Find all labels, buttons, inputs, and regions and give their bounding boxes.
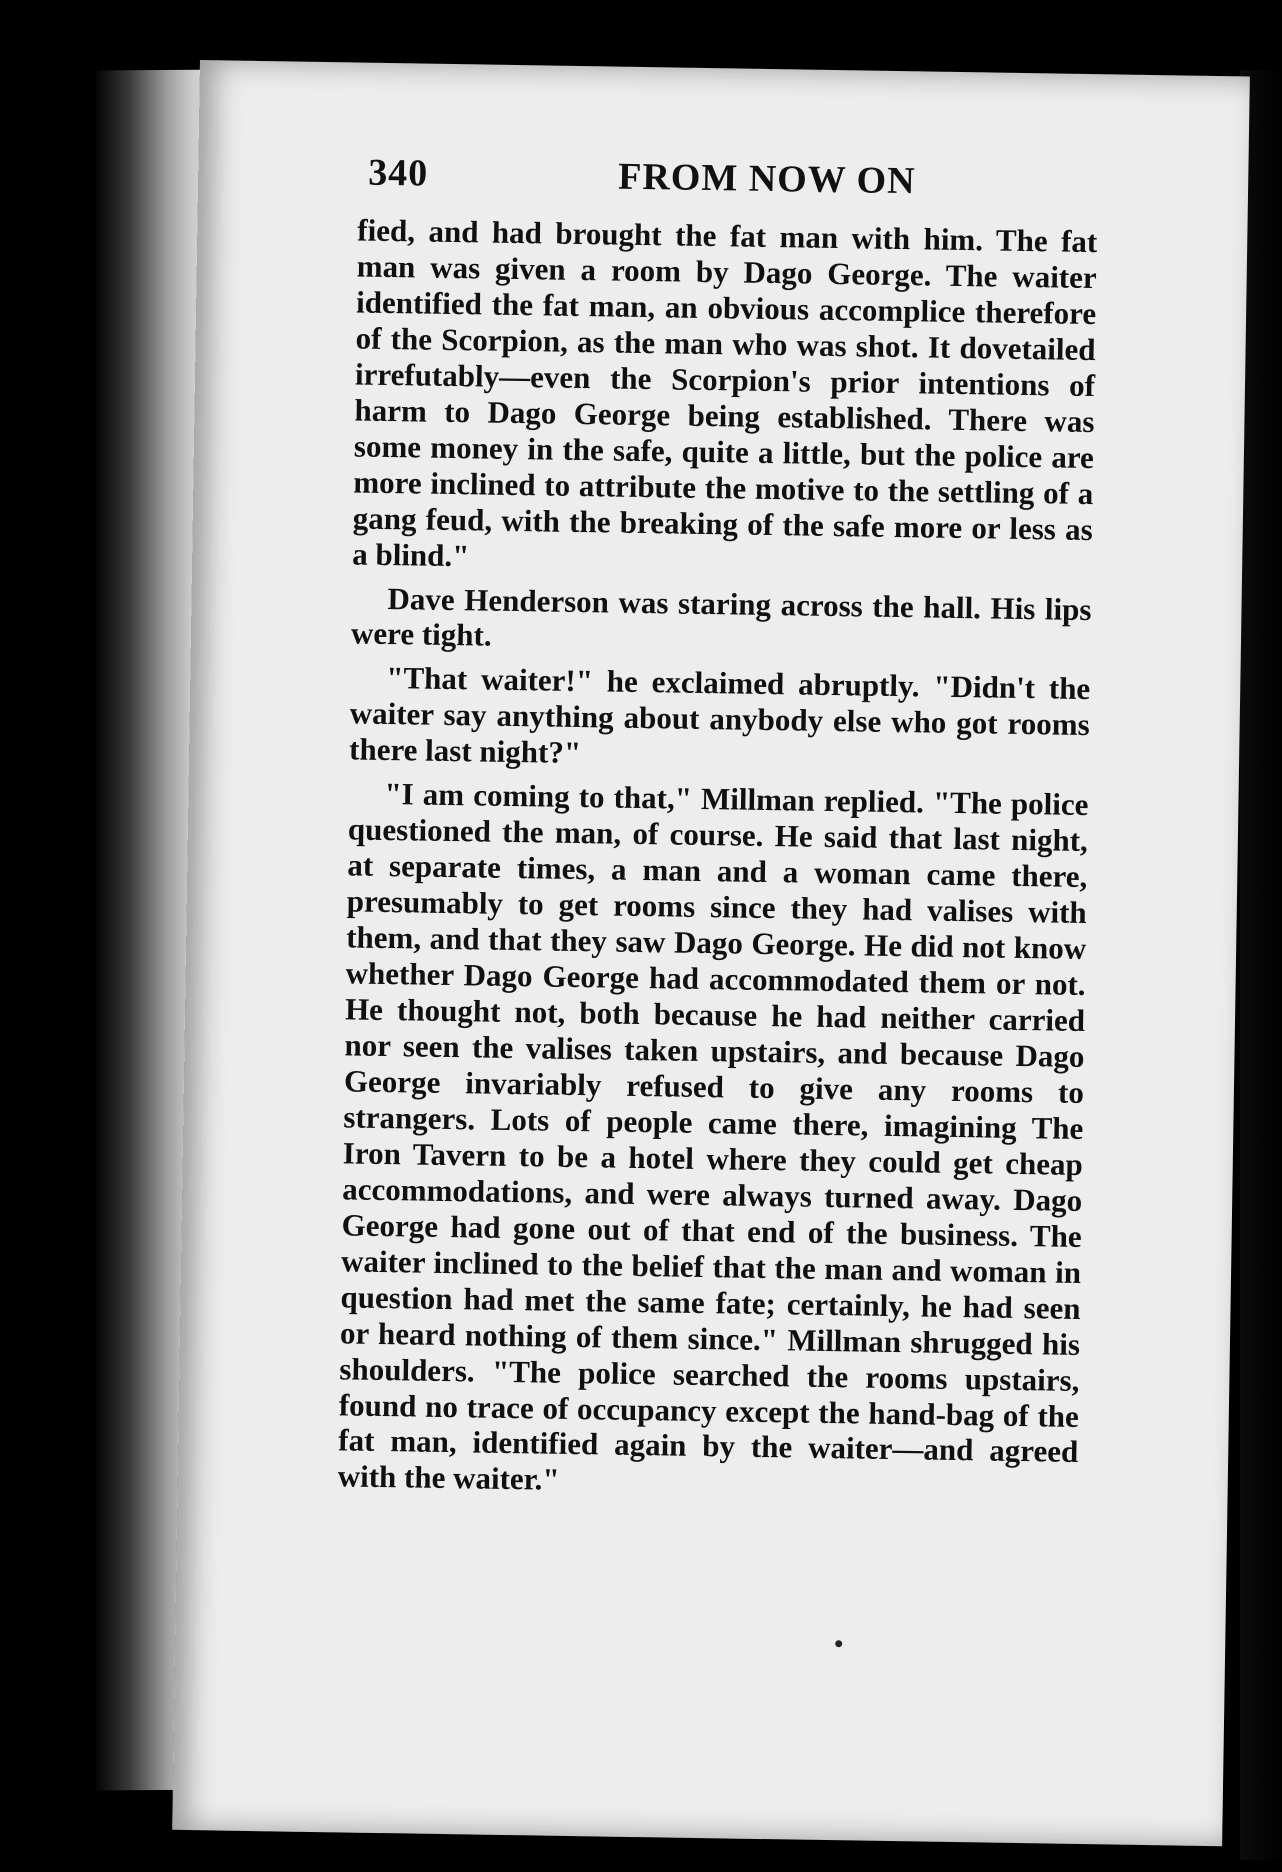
paragraph: "That waiter!" he exclaimed abruptly. "Didn't the waiter say anything about anybody else who got rooms there last night?"	[348, 660, 1091, 771]
page-number: 340	[367, 151, 429, 195]
paragraph: "I am coming to that," Millman replied. "The police questioned the man, of course. He said that last night, at separate times, a man and a woman came there, presumably to get rooms since they had valises with them, and that they saw Dago George. He did not know whether Dago George had accommodated them or not. He thought not, both because he had neither carried nor seen the valises taken upstairs, and because Dago George invariably refused to give any rooms to strangers. Lots of people came there, imagining The Iron Tavern to be a hotel where they could get cheap accommodations, and were always turned away. Dago George had gone out of that end of the business. The waiter inclined to the belief that the man and woman in question had met the same fate; certainly, he had seen or heard nothing of them since." Millman shrugged his shoulders. "The police searched the rooms upstairs, found no trace of occupancy except the hand-bag of the fat man, identified again by the waiter—and agreed with the waiter."	[337, 776, 1089, 1498]
ink-speck	[835, 1640, 842, 1647]
running-title: FROM NOW ON	[617, 155, 916, 203]
body-text	[337, 212, 1097, 1514]
paragraph: fied, and had brought the fat man with him. The fat man was given a room by Dago George. The waiter identified the fat man, an obvious accomplice therefore of the Scorpion, as the man who was shot. It dovetailed irrefutably—even the Scorpion's prior intentions of harm to Dago George being established. There was some money in the safe, quite a little, but the police are more inclined to attribute the motive to the settling of a gang feud, with the breaking of the safe more or less as a blind."	[351, 212, 1098, 573]
running-head	[368, 151, 1169, 224]
paragraph: Dave Henderson was staring across the hall. His lips were tight.	[350, 580, 1092, 654]
book-page	[172, 60, 1250, 1846]
page-gutter-shadow	[1240, 70, 1282, 1860]
